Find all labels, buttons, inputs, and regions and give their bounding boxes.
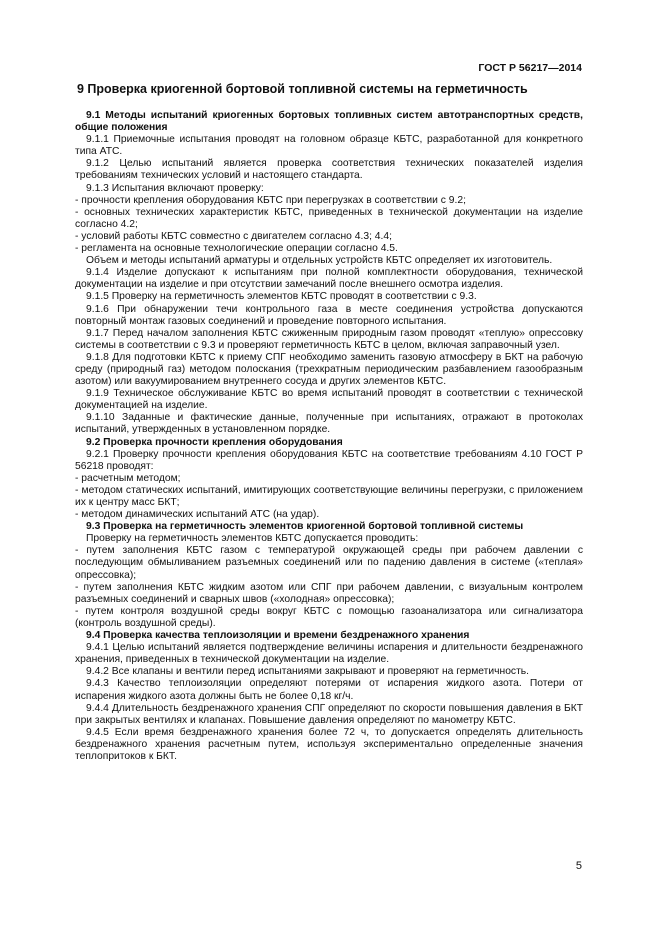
paragraph-9-3-intro: Проверку на герметичность элементов КБТС допускается проводить: (86, 533, 419, 545)
page-number: 5 (575, 860, 582, 872)
section-title: 9 Проверка криогенной бортовой топливной системы на герметичность (77, 82, 528, 96)
list-item: - условий работы КБТС совместно с двигателем согласно 4.3; 4.4; (75, 230, 392, 242)
paragraph-9-1-1: 9.1.1 Приемочные испытания проводят на головном образце КБТС, разработанной для конкретного типа АТС. (75, 134, 583, 158)
paragraph-9-2-1: 9.2.1 Проверку прочности крепления оборудования КБТС на соответствие требованиям 4.10 ГОСТ Р 56218 проводят: (75, 448, 583, 472)
list-item: - методом статических испытаний, имитирующих соответствующие величины перегрузки, с приложением их к центру масс БКТ; (75, 484, 583, 508)
paragraph-9-1-3: 9.1.3 Испытания включают проверку: (86, 182, 264, 194)
paragraph-9-4-2: 9.4.2 Все клапаны и вентили перед испытаниями закрывают и проверяют на герметичность. (86, 666, 530, 678)
paragraph-9-4-5: 9.4.5 Если время бездренажного хранения более 72 ч, то допускается определять длительность бездренажного хранения расчетным путем, используя экспериментально определенные значения теплопритоков к БКТ. (75, 726, 583, 762)
list-item: - регламента на основные технологические операции согласно 4.5. (75, 243, 398, 255)
paragraph-9-1-4: 9.1.4 Изделие допускают к испытаниям при полной комплектности оборудования, технической документации на изделие и при отсутствии замечаний после внешнего осмотра изделия. (75, 267, 583, 291)
paragraph-9-1-7: 9.1.7 Перед началом заполнения КБТС сжиженным природным газом проводят «теплую» опрессовку системы в соответствии с 9.3 и проверяют герметичность КБТС в целом, включая заправочный узел. (75, 327, 583, 351)
standard-code: ГОСТ Р 56217—2014 (478, 62, 582, 74)
paragraph-9-4-1: 9.4.1 Целью испытаний является подтверждение величины испарения и длительности бездренажного хранения, приведенных в технической документации на изделие. (75, 642, 583, 666)
paragraph-9-1-8: 9.1.8 Для подготовки КБТС к приему СПГ необходимо заменить газовую атмосферу в БКТ на рабочую среду (природный газ) методом полоскания (трехкратным периодическим разбавлением газообразным азотом) или вакуумированием внутреннего сосуда и других элементов КБТС. (75, 351, 583, 388)
paragraph-9-1-9: 9.1.9 Техническое обслуживание КБТС во время испытаний проводят в соответствии с технической документацией на изделие. (75, 388, 583, 412)
subsection-heading-9-2: 9.2 Проверка прочности крепления оборудования (86, 436, 343, 448)
paragraph-scope-note: Объем и методы испытаний арматуры и отдельных устройств КБТС определяет их изготовитель. (86, 255, 553, 267)
list-item: - прочности крепления оборудования КБТС при перегрузках в соответствии с 9.2; (75, 194, 466, 206)
list-item: - расчетным методом; (75, 472, 181, 484)
paragraph-9-1-6: 9.1.6 При обнаружении течи контрольного газа в месте соединения устройства допускаются повторный монтаж газовых соединений и проведение повторного испытания. (75, 303, 583, 327)
subsection-heading-9-4: 9.4 Проверка качества теплоизоляции и времени бездренажного хранения (86, 630, 470, 642)
paragraph-9-1-5: 9.1.5 Проверку на герметичность элементов КБТС проводят в соответствии с 9.3. (86, 291, 477, 303)
list-item: - путем заполнения КБТС жидким азотом или СПГ при рабочем давлении, с визуальным контролем разъемных соединений и сварных швов («холодная» опрессовка); (75, 581, 583, 605)
paragraph-9-4-4: 9.4.4 Длительность бездренажного хранения СПГ определяют по скорости повышения давления в БКТ при закрытых вентилях и клапанах. Повышение давления определяют по манометру КБТС. (75, 702, 583, 726)
list-item: - путем контроля воздушной среды вокруг КБТС с помощью газоанализатора или сигнализатора (контроль воздушной среды). (75, 605, 583, 629)
subsection-heading-9-1: 9.1 Методы испытаний криогенных бортовых топливных систем автотранспортных средств, общие положения (75, 110, 583, 134)
paragraph-9-1-2: 9.1.2 Целью испытаний является проверка соответствия технических показателей изделия требованиям технических условий и настоящего стандарта. (75, 158, 583, 182)
paragraph-9-1-10: 9.1.10 Заданные и фактические данные, полученные при испытаниях, отражают в протоколах испытаний, утвержденных в установленном порядке. (75, 412, 583, 436)
list-item: - путем заполнения КБТС газом с температурой окружающей среды при рабочем давлении с последующим обмыливанием разъемных соединений или по падению давления в системе («теплая» опрессовка); (75, 545, 583, 581)
subsection-heading-9-3: 9.3 Проверка на герметичность элементов криогенной бортовой топливной системы (86, 521, 524, 533)
paragraph-9-4-3: 9.4.3 Качество теплоизоляции определяют потерями от испарения жидкого азота. Потери от испарения жидкого азота должны быть не более 0,18 кг/ч. (75, 678, 583, 702)
list-item: - основных технических характеристик КБТС, приведенных в технической документации на изделие согласно 4.2; (75, 206, 583, 230)
document-body (75, 110, 583, 763)
list-item: - методом динамических испытаний АТС (на удар). (75, 509, 320, 521)
